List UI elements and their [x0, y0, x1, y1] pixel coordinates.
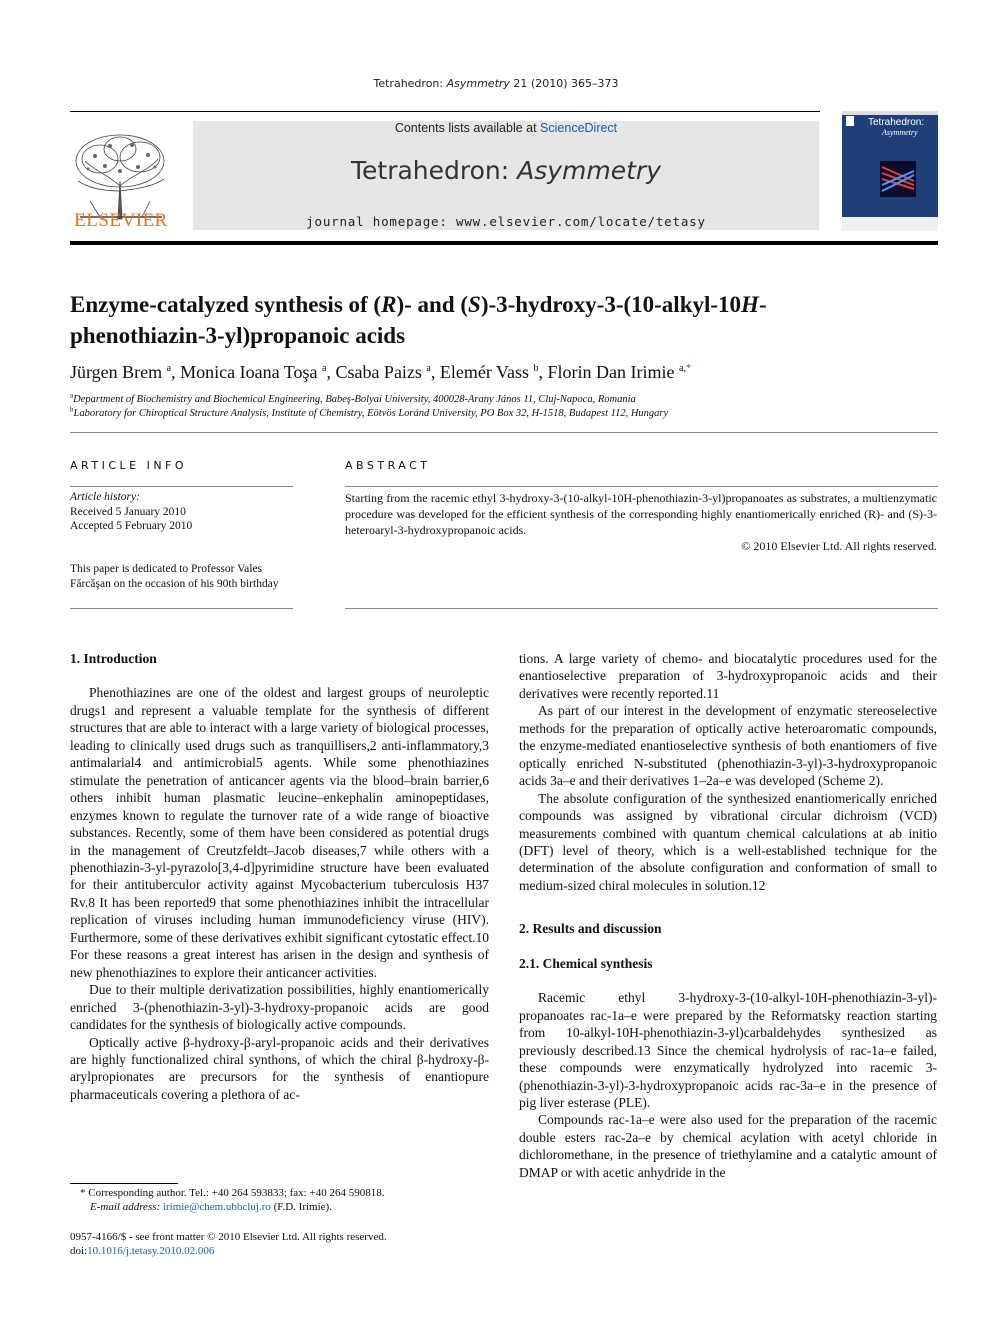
email-label: E-mail address: — [90, 1200, 163, 1213]
subsection-heading-chemical-synthesis: 2.1. Chemical synthesis — [519, 955, 653, 971]
left-column — [70, 650, 489, 1103]
paragraph: Optically active β-hydroxy-β-aryl-propanoic acids and their derivatives are highly functionalized chiral synthons, of which the chiral β-hydroxy-β-arylpropionates are precursors for the synthesis of enantiopure pharmaceuticals covering a plethora of ac- — [70, 1034, 489, 1102]
email-link[interactable]: irimie@chem.ubbcluj.ro — [162, 1200, 271, 1213]
divider — [345, 608, 938, 609]
publisher-logo-text[interactable]: ELSEVIER — [74, 210, 168, 231]
cover-title: Tetrahedron: — [868, 117, 925, 128]
right-column — [519, 650, 937, 1181]
paragraph: The absolute configuration of the synthesized enantiomerically enriched compounds was assigned by vibrational circular dichroism (VCD) measurements combined with quantum chemical calculations at ab initio (DFT) level of theory, which is a well-established technique for the determination of the absolute configuration and conformation of small to medium-sized chiral molecules in solution.12 — [519, 790, 937, 893]
section-heading-introduction: 1. Introduction — [70, 651, 157, 666]
received-date: Received 5 January 2010 — [70, 505, 186, 518]
contents-line — [193, 121, 819, 135]
journal-cover[interactable] — [842, 111, 938, 231]
divider — [70, 486, 293, 487]
section-heading-results: 2. Results and discussion — [519, 921, 662, 937]
footnote-rule — [70, 1183, 178, 1184]
doi-link[interactable]: 10.1016/j.tetasy.2010.02.006 — [87, 1244, 215, 1257]
author-list: Jürgen Brem $^a$, Monica Ioana Toşa $^a$, Csaba Paizs $^a$, Elemér Vass $^b$, Florin Dan Irimie $^{a,*}$ — [70, 362, 691, 382]
abstract-text: Starting from the racemic ethyl 3-hydroxy-3-(10-alkyl-10H-phenothiazin-3-yl)propanoates as substrates, a multienzymatic procedure was developed for the efficient synthesis of the corresponding highly enantiomerically enriched (R)- and (S)-3-heteroaryl-3-hydroxypropanoic acids. — [345, 491, 937, 538]
journal-title: Tetrahedron: Asymmetry — [350, 156, 662, 185]
email-suffix: (F.D. Irimie). — [270, 1200, 332, 1213]
issn-info — [70, 1231, 500, 1258]
paragraph: As part of our interest in the development of enzymatic stereoselective methods for the preparation of optically active heteroaromatic compounds, the enzyme-mediated enantioselective synthesis of both enantiomers of five optically enriched N-substituted (phenothiazin-3-yl)-3-hydroxypropanoic acids 3a–e and their derivatives 1–2a–e was developed (Scheme 2). — [519, 703, 937, 789]
contents-prefix: Contents lists available at — [394, 121, 541, 135]
divider — [70, 608, 293, 609]
history-label: Article history: — [70, 491, 140, 503]
divider — [70, 432, 938, 433]
paragraph: Due to their multiple derivatization possibilities, highly enantiomerically enriched 3-(phenothiazin-3-yl)-3-hydroxy-propanoic acids are good candidates for the synthesis of biologically active compounds. — [70, 982, 489, 1033]
paragraph: tions. A large variety of chemo- and biocatalytic procedures used for the enantioselective preparation of 3-hydroxypropanoic acids and their derivatives were recently reported.11 — [519, 651, 937, 701]
paragraph: Racemic ethyl 3-hydroxy-3-(10-alkyl-10H-phenothiazin-3-yl)-propanoates rac-1a–e were prepared by the Reformatsky reaction starting from 10-alkyl-10H-phenothiazin-3-yl)carbaldehydes synthesized as previously described.13 Since the chemical hydrolysis of rac-1a–e failed, these compounds were enzymatically hydrolyzed into racemic 3-(phenothiazin-3-yl)-3-hydroxypropanoic acids rac-3a–e in the presence of pig liver esterase (PLE). — [519, 990, 937, 1110]
cover-subtitle: Asymmetry — [882, 128, 918, 137]
doi-line — [70, 1245, 500, 1259]
doi-label: doi: — [70, 1244, 88, 1257]
header-thick-rule — [70, 241, 938, 245]
accepted-date: Accepted 5 February 2010 — [70, 520, 193, 532]
article-history — [70, 490, 293, 534]
affiliation-b: $^b$Laboratory for Chiroptical Structure Analysis, Institute of Chemistry, Eötvös Loránd University, PO Box 32, H-1518, Budapest 112, Hungary — [70, 405, 669, 419]
footnote — [80, 1187, 500, 1214]
email-line — [80, 1201, 500, 1215]
divider — [345, 486, 938, 487]
issn-line: 0957-4166/$ - see front matter © 2010 Elsevier Ltd. All rights reserved. — [70, 1231, 387, 1243]
journal-citation: Tetrahedron: Asymmetry 21 (2010) 365–373 — [373, 77, 619, 90]
journal-homepage[interactable]: journal homepage: www.elsevier.com/locate/tetasy — [306, 214, 706, 229]
copyright: © 2010 Elsevier Ltd. All rights reserved. — [741, 539, 937, 553]
corresponding-author: * Corresponding author. Tel.: +40 264 593833; fax: +40 264 590818. — [80, 1187, 385, 1199]
sciencedirect-link[interactable]: ScienceDirect — [540, 121, 618, 135]
affiliation-a: $^a$Department of Biochemistry and Biochemical Engineering, Babeş-Bolyai University, 400028-Arany János 11, Cluj-Napoca, Romania — [70, 391, 636, 405]
cover-graphic — [880, 161, 916, 197]
article-title: Enzyme-catalyzed synthesis of (R)- and (S)-3-hydroxy-3-(10-alkyl-10H- phenothiazin-3-yl)propanoic acids — [70, 292, 767, 348]
paragraph: Phenothiazines are one of the oldest and largest groups of neuroleptic drugs1 and represent a valuable template for the synthesis of different structures that are able to interact with a large variety of biological processes, leading to clinically used drugs such as tranquillisers,2 anti-inflammatory,3 antimalarial4 and antimicrobial5 agents. While some phenothiazines stimulate the penetration of anticancer agents via the blood–brain barrier,6 others inhibit human plasmatic leucine–enkephalin aminopeptidases, enzymes known to regulate the turnover rate of a wide range of bioactive substances. Recently, some of them have been considered as potential drugs in the management of Creutzfeldt–Jacob diseases,7 while others with a phenothiazin-3-yl-pyrazolo[3,4-d]pyrimidine structure have been evaluated for their antituberculor activity against Mycobacterium tuberculosis H37 Rv.8 It has been reported9 that some phenothiazines inhibit the intracellular replication of viruses including human immunodeficiency viruse (HIV). Furthermore, some of these derivatives exhibit significant cytostatic effect.10 For these reasons a great interest has arisen in the design and synthesis of new phenothiazines to explore their anticancer activities. — [70, 685, 489, 980]
affiliations — [70, 393, 668, 421]
paragraph: Compounds rac-1a–e were also used for the preparation of the racemic double esters rac-2a–e by chemical acylation with acetyl chloride in dichloromethane, in the presence of triethylamine and a catalytic amount of DMAP or with acetic anhydride in the — [519, 1112, 937, 1180]
affiliation-a-text: Department of Biochemistry and Biochemical Engineering, Babeş-Bolyai University, 400028-Arany János 11, Cluj-Napoca, Romania — [73, 394, 636, 405]
dedication: This paper is dedicated to Professor Vales Fărcăşan on the occasion of his 90th birthday — [70, 563, 279, 590]
affiliation-b-text: Laboratory for Chiroptical Structure Analysis, Institute of Chemistry, Eötvös Loránd University, PO Box 32, H-1518, Budapest 112, Hungary — [73, 408, 669, 419]
header-rule — [70, 111, 820, 112]
abstract-heading: ABSTRACT — [345, 459, 431, 472]
article-info-heading: ARTICLE INFO — [70, 459, 188, 472]
